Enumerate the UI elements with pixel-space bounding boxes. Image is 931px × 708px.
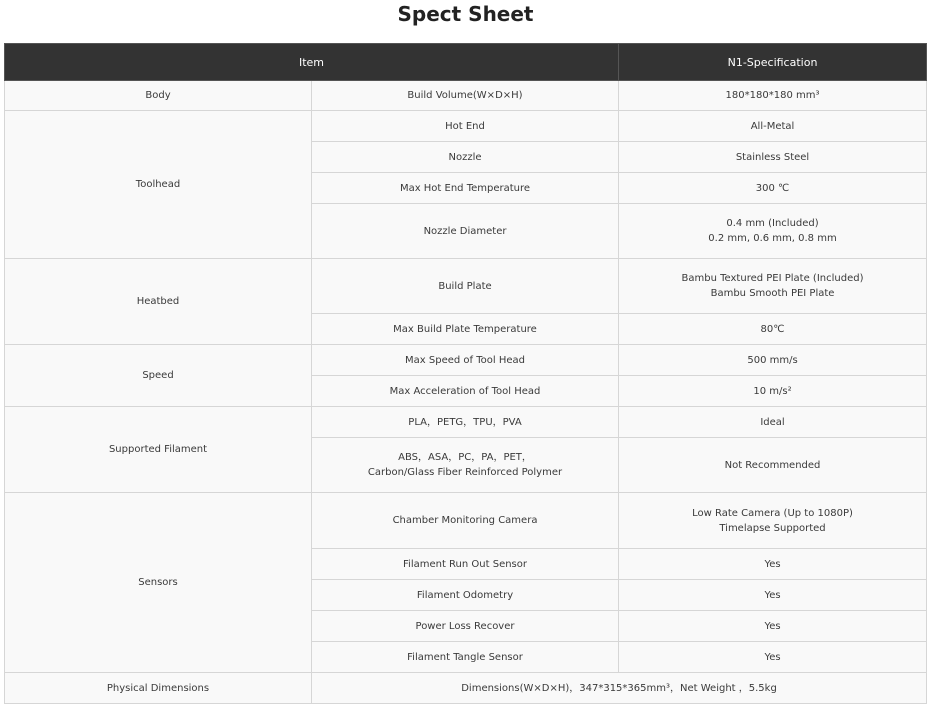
label-line: ABS，ASA，PC，PA，PET， bbox=[398, 452, 532, 463]
row-value: All-Metal bbox=[619, 111, 927, 142]
row-value: 180*180*180 mm³ bbox=[619, 81, 927, 111]
value-line: Timelapse Supported bbox=[719, 522, 826, 534]
category-heatbed: Heatbed bbox=[5, 259, 312, 345]
value-line: Low Rate Camera (Up to 1080P) bbox=[692, 507, 853, 519]
header-item: Item bbox=[5, 44, 619, 81]
row-value bbox=[619, 259, 927, 314]
value-line: Bambu Smooth PEI Plate bbox=[710, 288, 835, 299]
row-label: Build Volume(W×D×H) bbox=[312, 81, 619, 111]
value-line: 0.4 mm (Included) bbox=[726, 218, 819, 229]
value-line: 0.2 mm, 0.6 mm, 0.8 mm bbox=[708, 233, 837, 244]
row-value: Yes bbox=[619, 611, 927, 642]
row-value: Stainless Steel bbox=[619, 142, 927, 173]
row-value: 500 mm/s bbox=[619, 345, 927, 376]
row-value: Not Recommended bbox=[619, 438, 927, 493]
table-row bbox=[5, 81, 927, 111]
table-row bbox=[5, 259, 927, 314]
row-label: Hot End bbox=[312, 111, 619, 142]
row-value: Yes bbox=[619, 549, 927, 580]
row-value bbox=[619, 493, 927, 549]
category-body: Body bbox=[5, 81, 312, 111]
page-title: Spect Sheet bbox=[397, 2, 534, 26]
row-label: Max Acceleration of Tool Head bbox=[312, 376, 619, 407]
row-value: Yes bbox=[619, 642, 927, 673]
label-line: Carbon/Glass Fiber Reinforced Polymer bbox=[367, 467, 563, 478]
row-label: Filament Run Out Sensor bbox=[312, 549, 619, 580]
row-label: Nozzle bbox=[312, 142, 619, 173]
row-value: 300 ℃ bbox=[619, 173, 927, 204]
row-label: Filament Tangle Sensor bbox=[312, 642, 619, 673]
row-value: Yes bbox=[619, 580, 927, 611]
row-label: Nozzle Diameter bbox=[312, 204, 619, 259]
table-row bbox=[5, 673, 927, 704]
row-label: Build Plate bbox=[312, 259, 619, 314]
row-value: Dimensions(W×D×H)，347*315*365mm³，Net Weight ，5.5kg bbox=[312, 673, 927, 704]
header-spec: N1-Specification bbox=[619, 44, 927, 81]
category-sensors: Sensors bbox=[5, 493, 312, 673]
category-filament: Supported Filament bbox=[5, 407, 312, 493]
row-value: 80℃ bbox=[619, 314, 927, 345]
row-label: PLA，PETG，TPU，PVA bbox=[312, 407, 619, 438]
row-label bbox=[312, 438, 619, 493]
row-label: Max Speed of Tool Head bbox=[312, 345, 619, 376]
row-label: Chamber Monitoring Camera bbox=[312, 493, 619, 549]
table-row bbox=[5, 493, 927, 549]
row-label: Max Build Plate Temperature bbox=[312, 314, 619, 345]
category-speed: Speed bbox=[5, 345, 312, 407]
category-physical: Physical Dimensions bbox=[5, 673, 312, 704]
table-row bbox=[5, 345, 927, 376]
row-value bbox=[619, 204, 927, 259]
row-label: Filament Odometry bbox=[312, 580, 619, 611]
row-value: Ideal bbox=[619, 407, 927, 438]
spec-table bbox=[4, 43, 927, 704]
row-value: 10 m/s² bbox=[619, 376, 927, 407]
value-line: Bambu Textured PEI Plate (Included) bbox=[681, 273, 864, 284]
category-toolhead: Toolhead bbox=[5, 111, 312, 259]
row-label: Power Loss Recover bbox=[312, 611, 619, 642]
table-row bbox=[5, 111, 927, 142]
table-row bbox=[5, 407, 927, 438]
row-label: Max Hot End Temperature bbox=[312, 173, 619, 204]
